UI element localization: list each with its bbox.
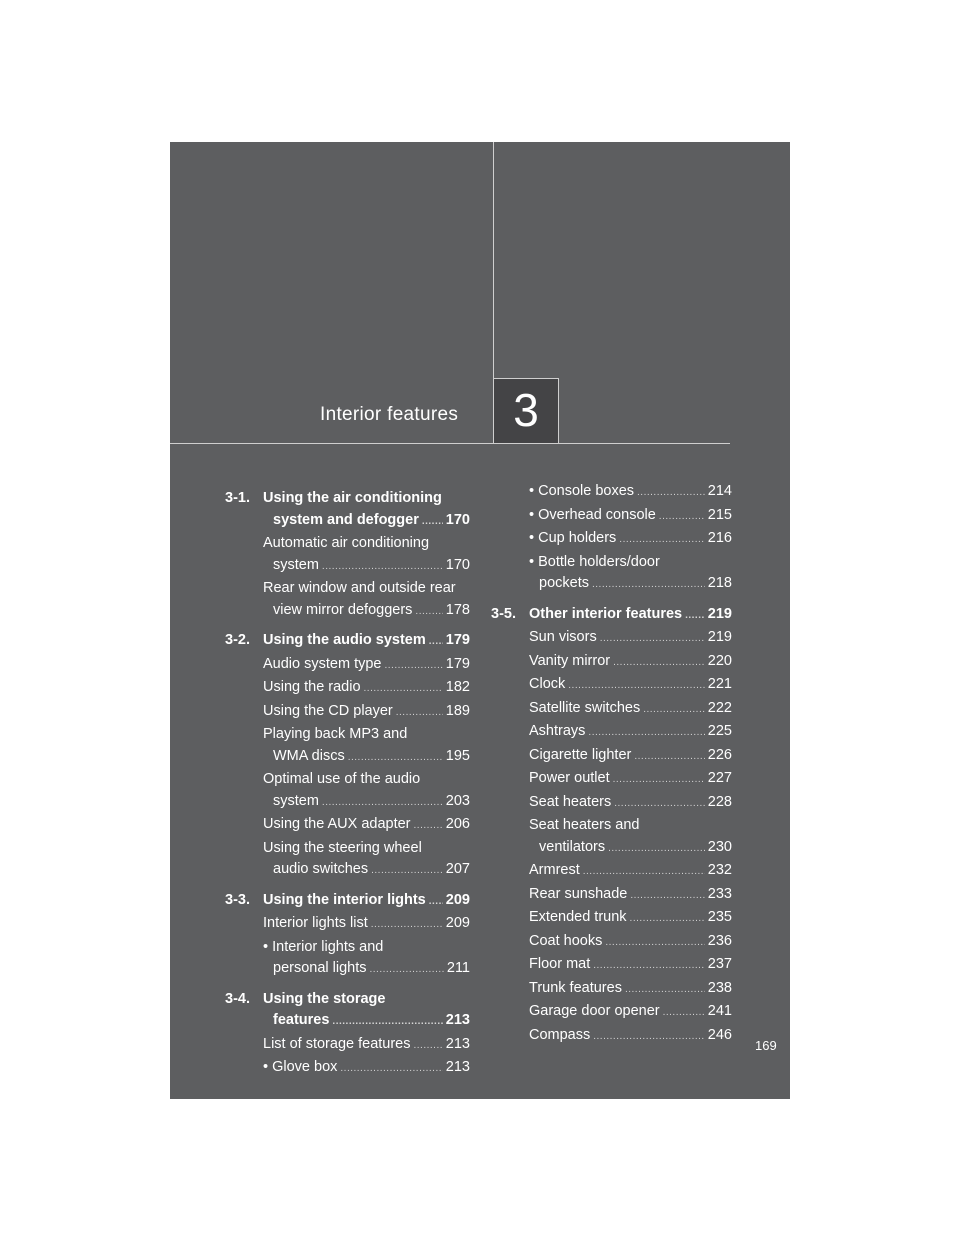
entry-title: Clock [529,676,566,692]
toc-entry [225,769,470,813]
entry-title: Satellite switches [529,699,641,716]
entry-page-number: 221 [707,676,732,692]
entry-title: • Cup holders [529,530,617,546]
toc-entry [491,745,732,768]
entry-title: Rear window and outside rear [263,580,456,596]
entry-title: system [273,792,319,809]
entry-title: Power outlet [529,770,610,786]
entry-page-number: 182 [445,679,470,695]
toc-section [225,989,470,1033]
chapter-title: Interior features [320,404,459,425]
toc-entry [491,651,732,674]
toc-entry [491,627,732,650]
dot-leader [588,721,704,744]
dot-leader [322,791,443,814]
toc-entry [225,677,470,700]
entry-page-number: 213 [445,1059,470,1075]
toc-entry [491,768,732,791]
entry-page-number: 189 [445,702,470,719]
entry-title: Audio system type [263,655,382,672]
toc-entry [225,1034,470,1057]
section-title: Using the audio system [263,632,426,648]
dot-leader [422,510,443,533]
dot-leader [630,884,704,907]
entry-page-number: 218 [707,575,732,591]
entry-page-number: 237 [707,956,732,972]
dot-leader [663,1001,705,1024]
dot-leader [608,837,705,860]
dot-leader [619,528,705,551]
entry-title: Rear sunshade [529,885,628,902]
entry-page-number: 213 [445,1012,470,1028]
section-number: 3-4. [225,990,250,1007]
dot-leader [613,651,705,674]
entry-page-number: 219 [707,605,732,622]
toc-entry [491,505,732,528]
section-title: Using the air conditioning [263,490,442,506]
entry-title: List of storage features [263,1035,411,1052]
toc-entry [491,698,732,721]
entry-title: view mirror defoggers [273,601,413,618]
entry-title: • Console boxes [529,483,635,499]
dot-leader [414,814,443,837]
dot-leader [625,978,705,1001]
section-title: features [273,1012,330,1028]
horizontal-divider [170,443,730,444]
chapter-number: 3 [513,384,539,436]
entry-title: Garage door opener [529,1003,660,1019]
entry-page-number: 230 [707,838,732,855]
entry-title: • Glove box [263,1059,338,1075]
section-number: 3-5. [491,605,516,622]
toc-entry [225,937,470,981]
entry-title: WMA discs [273,747,345,764]
toc-section [225,890,470,913]
dot-leader [685,604,705,627]
entry-title: Using the radio [263,679,361,695]
toc-entry [225,533,470,577]
toc-entry [491,978,732,1001]
toc-entry [491,481,732,504]
dot-leader [614,792,705,815]
section-title: Using the interior lights [263,891,426,908]
entry-title: Compass [529,1026,591,1043]
entry-page-number: 241 [707,1003,732,1019]
entry-page-number: 233 [707,885,732,902]
entry-title: Cigarette lighter [529,746,632,763]
section-number: 3-1. [225,490,250,506]
entry-title: Optimal use of the audio [263,771,421,787]
toc-entry [225,838,470,882]
dot-leader [322,555,443,578]
entry-page-number: 179 [445,632,470,648]
entry-title: audio switches [273,861,369,877]
section-title: Other interior features [529,605,683,622]
entry-title: Armrest [529,862,580,878]
dot-leader [396,701,443,724]
entry-title: Seat heaters [529,793,612,810]
section-title: system and defogger [273,511,419,528]
entry-page-number: 238 [707,979,732,996]
dot-leader [593,954,705,977]
dot-leader [332,1010,442,1033]
toc-entry [225,701,470,724]
toc-entry [491,907,732,930]
entry-page-number: 213 [445,1035,470,1052]
page-number: 169 [755,1038,777,1053]
entry-page-number: 232 [707,862,732,878]
dot-leader [637,481,705,504]
dot-leader [583,860,705,883]
entry-page-number: 207 [445,861,470,877]
dot-leader [340,1057,442,1080]
toc-right-column [491,480,732,1047]
dot-leader [605,931,704,954]
toc-entry [491,815,732,859]
entry-page-number: 219 [707,629,732,645]
dot-leader [634,745,704,768]
entry-page-number: 216 [707,530,732,546]
toc-entry [491,552,732,596]
entry-title: Using the AUX adapter [263,816,411,832]
chapter-panel [170,142,790,1099]
entry-title: • Interior lights and [263,938,384,955]
dot-leader [370,958,444,981]
entry-title: ventilators [539,838,606,855]
dot-leader [659,505,705,528]
toc-entry [225,578,470,622]
toc-entry [491,1025,732,1048]
entry-page-number: 222 [707,699,732,716]
dot-leader [613,768,705,791]
entry-page-number: 227 [707,770,732,786]
entry-title: Extended trunk [529,909,627,925]
toc-entry [225,913,470,936]
entry-title: Automatic air conditioning [263,535,430,551]
section-title: Using the storage [263,990,386,1007]
entry-title: personal lights [273,960,367,976]
entry-page-number: 226 [707,746,732,763]
toc-entry [225,814,470,837]
dot-leader [384,654,442,677]
dot-leader [348,746,443,769]
entry-title: Seat heaters and [529,817,640,833]
dot-leader [429,630,443,653]
toc-entry [491,674,732,697]
toc-section [225,488,470,532]
entry-page-number: 235 [707,909,732,925]
entry-page-number: 236 [707,932,732,949]
toc-entry [491,860,732,883]
entry-title: • Overhead console [529,506,656,523]
entry-title: • Bottle holders/door [529,553,660,570]
dot-leader [371,913,443,936]
dot-leader [630,907,705,930]
dot-leader [414,1034,443,1057]
dot-leader [600,627,705,650]
dot-leader [593,1025,705,1048]
dot-leader [429,890,443,913]
entry-page-number: 179 [445,655,470,672]
entry-page-number: 170 [445,511,470,528]
entry-title: Vanity mirror [529,652,611,669]
entry-title: Floor mat [529,956,591,972]
dot-leader [592,573,705,596]
entry-page-number: 220 [707,652,732,669]
toc-entry [491,1001,732,1024]
entry-title: Using the CD player [263,702,393,719]
entry-page-number: 203 [445,792,470,809]
entry-title: system [273,556,319,573]
entry-page-number: 228 [707,793,732,810]
entry-title: pockets [539,575,589,591]
section-number: 3-3. [225,891,250,908]
entry-page-number: 209 [445,891,470,908]
toc-entry [491,931,732,954]
toc-left-column [225,480,470,1080]
entry-page-number: 225 [707,723,732,739]
toc-entry [491,884,732,907]
dot-leader [568,674,705,697]
toc-entry [225,724,470,768]
dot-leader [643,698,705,721]
entry-page-number: 214 [707,483,732,499]
toc-section [225,630,470,653]
toc-entry [491,721,732,744]
entry-title: Ashtrays [529,723,586,739]
entry-title: Using the steering wheel [263,839,422,856]
entry-page-number: 206 [445,816,470,832]
entry-title: Sun visors [529,629,597,645]
chapter-number-box [493,378,559,443]
entry-page-number: 246 [707,1026,732,1043]
entry-page-number: 211 [446,960,470,976]
toc-entry [225,654,470,677]
toc-section [491,604,732,627]
entry-page-number: 209 [445,915,470,931]
entry-page-number: 195 [445,747,470,764]
entry-title: Trunk features [529,979,622,996]
entry-title: Playing back MP3 and [263,726,408,742]
entry-title: Interior lights list [263,915,368,931]
entry-title: Coat hooks [529,932,603,949]
section-number: 3-2. [225,632,250,648]
toc-entry [491,528,732,551]
dot-leader [415,600,442,623]
dot-leader [371,859,443,882]
entry-page-number: 178 [445,601,470,618]
dot-leader [364,677,443,700]
toc-entry [491,792,732,815]
toc-entry [225,1057,470,1080]
entry-page-number: 170 [445,556,470,573]
entry-page-number: 215 [707,506,732,523]
toc-entry [491,954,732,977]
